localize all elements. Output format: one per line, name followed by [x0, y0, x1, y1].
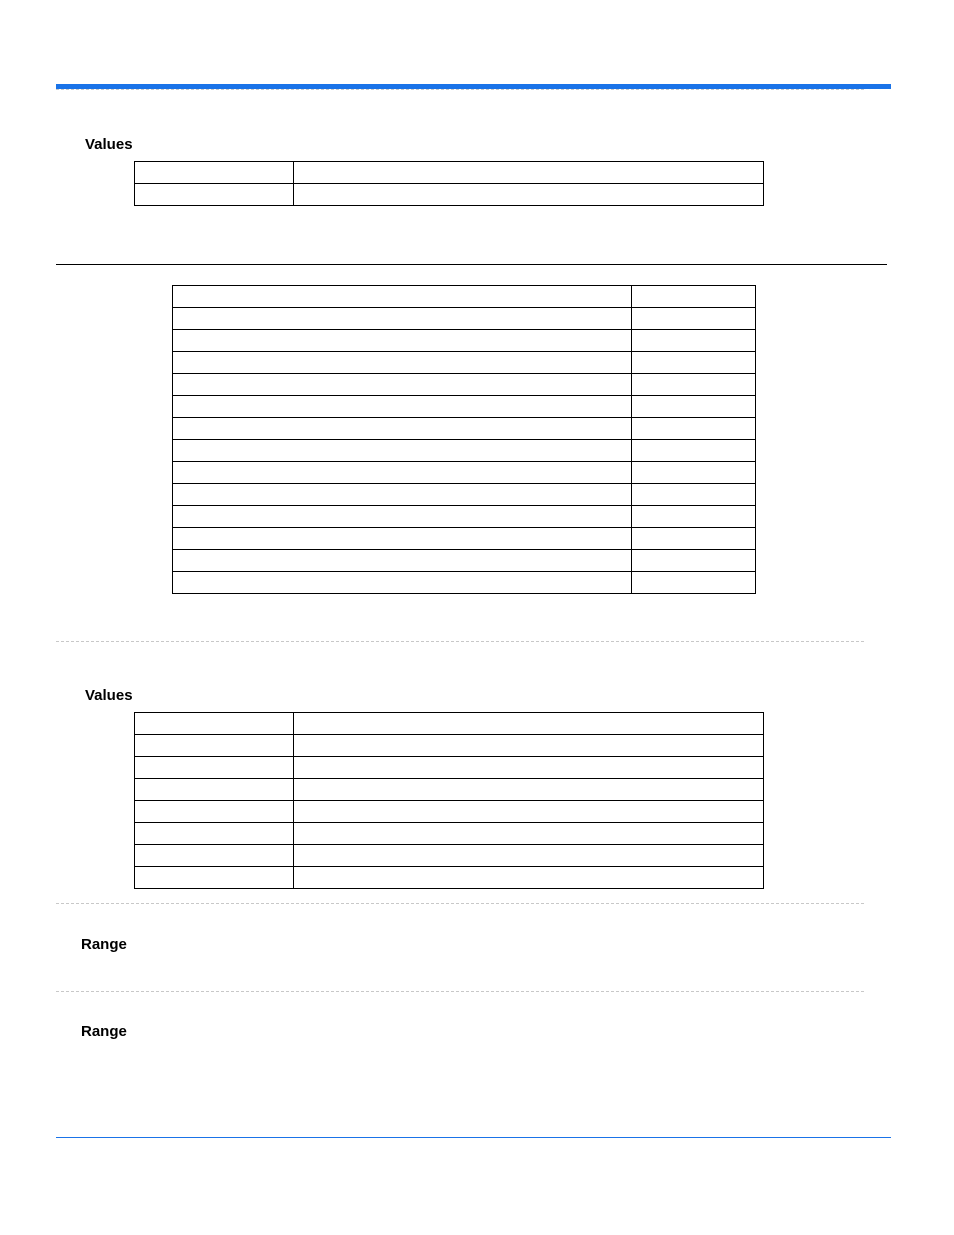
table-row: [135, 757, 764, 779]
table-row: [173, 528, 756, 550]
table-cell: [632, 330, 756, 352]
table-cell: [173, 440, 632, 462]
table-cell: [135, 823, 294, 845]
table-cell: [294, 845, 764, 867]
table-cell: [173, 308, 632, 330]
table-cell: [173, 374, 632, 396]
table-row: [173, 418, 756, 440]
data-table: [172, 285, 756, 594]
table-row: [173, 374, 756, 396]
table-row: [135, 867, 764, 889]
table-cell: [135, 845, 294, 867]
table-cell: [294, 757, 764, 779]
table-cell: [294, 801, 764, 823]
table-cell: [632, 418, 756, 440]
table-cell: [173, 352, 632, 374]
table-cell: [173, 462, 632, 484]
table-row: [173, 550, 756, 572]
table-cell: [173, 286, 632, 308]
table-cell: [135, 867, 294, 889]
table-row: [135, 801, 764, 823]
table-cell: [135, 713, 294, 735]
table-row: [135, 162, 764, 184]
table-row: [173, 462, 756, 484]
table-row: [135, 184, 764, 206]
header-dashed-divider: [56, 89, 864, 90]
values-table-1: [134, 161, 764, 206]
table-cell: [294, 735, 764, 757]
table-cell: [135, 162, 294, 184]
table-row: [135, 713, 764, 735]
table-cell: [294, 867, 764, 889]
footer-rule: [56, 1137, 891, 1138]
table-cell: [294, 713, 764, 735]
table-cell: [294, 779, 764, 801]
table-row: [173, 352, 756, 374]
values-label-2: Values: [85, 687, 133, 704]
table-cell: [173, 528, 632, 550]
table-cell: [173, 572, 632, 594]
table-cell: [135, 779, 294, 801]
table-cell: [632, 484, 756, 506]
table-cell: [632, 550, 756, 572]
table-row: [173, 440, 756, 462]
table-row: [173, 286, 756, 308]
table-cell: [135, 801, 294, 823]
values-table-2: [134, 712, 764, 889]
table-cell: [632, 506, 756, 528]
table-cell: [173, 484, 632, 506]
values-label-1: Values: [85, 136, 133, 153]
table-cell: [135, 184, 294, 206]
table-row: [173, 572, 756, 594]
section-divider: [56, 264, 887, 265]
table-cell: [294, 162, 764, 184]
table-cell: [632, 528, 756, 550]
table-cell: [173, 330, 632, 352]
table-row: [135, 823, 764, 845]
table-row: [135, 845, 764, 867]
table-cell: [294, 823, 764, 845]
table-cell: [632, 462, 756, 484]
table-cell: [632, 352, 756, 374]
table-cell: [173, 418, 632, 440]
table-cell: [632, 440, 756, 462]
table-cell: [294, 184, 764, 206]
dashed-divider-2: [56, 903, 864, 904]
table-row: [173, 330, 756, 352]
table-cell: [632, 396, 756, 418]
range-label-2: Range: [81, 1023, 127, 1040]
table-cell: [135, 757, 294, 779]
dashed-divider-3: [56, 991, 864, 992]
table-row: [173, 396, 756, 418]
table-row: [135, 779, 764, 801]
table-cell: [173, 506, 632, 528]
table-cell: [632, 286, 756, 308]
dashed-divider-1: [56, 641, 864, 642]
table-cell: [632, 374, 756, 396]
table-cell: [632, 308, 756, 330]
table-row: [173, 308, 756, 330]
table-row: [173, 484, 756, 506]
table-cell: [173, 396, 632, 418]
table-cell: [632, 572, 756, 594]
table-row: [173, 506, 756, 528]
range-label-1: Range: [81, 936, 127, 953]
table-cell: [135, 735, 294, 757]
table-row: [135, 735, 764, 757]
table-cell: [173, 550, 632, 572]
